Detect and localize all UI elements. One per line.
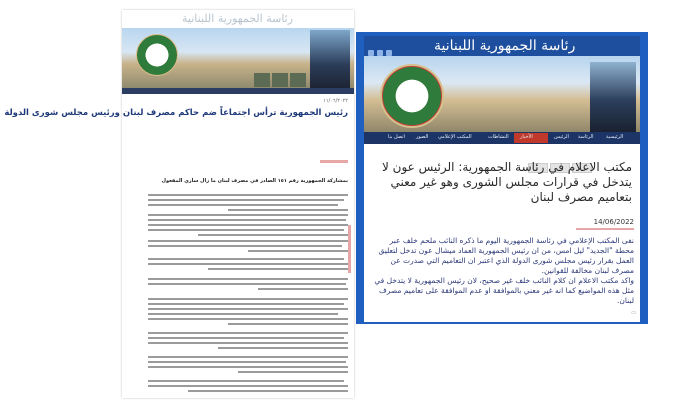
left-article-page [4,10,354,398]
nav-item[interactable]: الصور [416,134,429,140]
article-paragraph: واكد مكتب الاعلام ان كلام النائب خلف غير صحيح، لان رئيس الجمهورية لا يتدخل في مثل هذه المواضيع كما انه غير معني بالموافقة او عدم الموافقة على تعاميم مصرف لبنان. [374,276,634,305]
article-headline: رئيس الجمهورية ترأس اجتماعاً ضم حاكم مصرف لبنان ورئيس مجلس شورى الدولة [4,108,348,118]
header-banner [364,56,640,132]
paragraph-block [148,258,348,273]
article-paragraph: نفى المكتب الإعلامي في رئاسة الجمهورية اليوم ما ذكره النائب ملحم خلف عبر محطة "الجديد" ليل امس، من ان رئيس الجمهورية العماد ميشال عون تدخل لتعليق العمل بقرار رئيس مجلس شورى الدولة الذي اعتبر ان التعاميم التي صدرت عن مصرف لبنان مخالفة للقوانين. [378,236,634,275]
article-date: ١١/٠٦/٢٠٢٢ [323,98,348,104]
right-article-page [356,32,648,324]
president-portrait [590,62,636,132]
nav-item[interactable]: الرئاسة [578,134,594,140]
highlight-bar [348,225,351,273]
paragraph-block [148,278,348,293]
article-subheading: بمشاركة الجمهورية رقم ١٥١ الصادر في مصرف لبنان ما زال ساري المفعول [161,178,348,184]
social-icons[interactable] [368,41,408,51]
nav-item[interactable]: الرئيسية [606,134,624,140]
paragraph-block [148,298,348,328]
presidency-emblem-icon [136,34,178,76]
site-logo[interactable]: رئاسة الجمهورية اللبنانية [434,38,576,54]
nav-item[interactable]: الرئيس [554,134,569,140]
header-banner [122,28,354,88]
presidency-emblem-icon [380,64,444,128]
highlight-mark [320,160,348,163]
nav-item[interactable]: اتصل بنا [388,134,405,140]
article-headline: مكتب الاعلام في رئاسة الجمهورية: الرئيس عون لا يتدخل في قرارات مجلس الشورى وهو غير معني بتعاميم مصرف لبنان [381,160,632,204]
nav-item[interactable]: المكتب الإعلامي [438,134,472,140]
nav-item[interactable]: الأخبار [520,134,533,140]
site-logo[interactable]: رئاسة الجمهورية اللبنانية [182,12,294,25]
nav-item[interactable]: النشاطات [488,134,509,140]
president-portrait [310,30,350,88]
header-date-text [586,42,636,50]
page-content [364,36,640,322]
paragraph-block [148,240,348,255]
paragraph-block [148,332,348,352]
print-link[interactable]: ▭ [631,310,636,316]
paragraph-block [148,380,348,395]
paragraph-block [148,214,348,239]
banner-thumbnails[interactable] [252,72,308,86]
nav-bar[interactable] [122,88,354,94]
article-date: 14/06/2022 [576,218,634,230]
paragraph-block [148,356,348,376]
paragraph-block [148,194,348,214]
